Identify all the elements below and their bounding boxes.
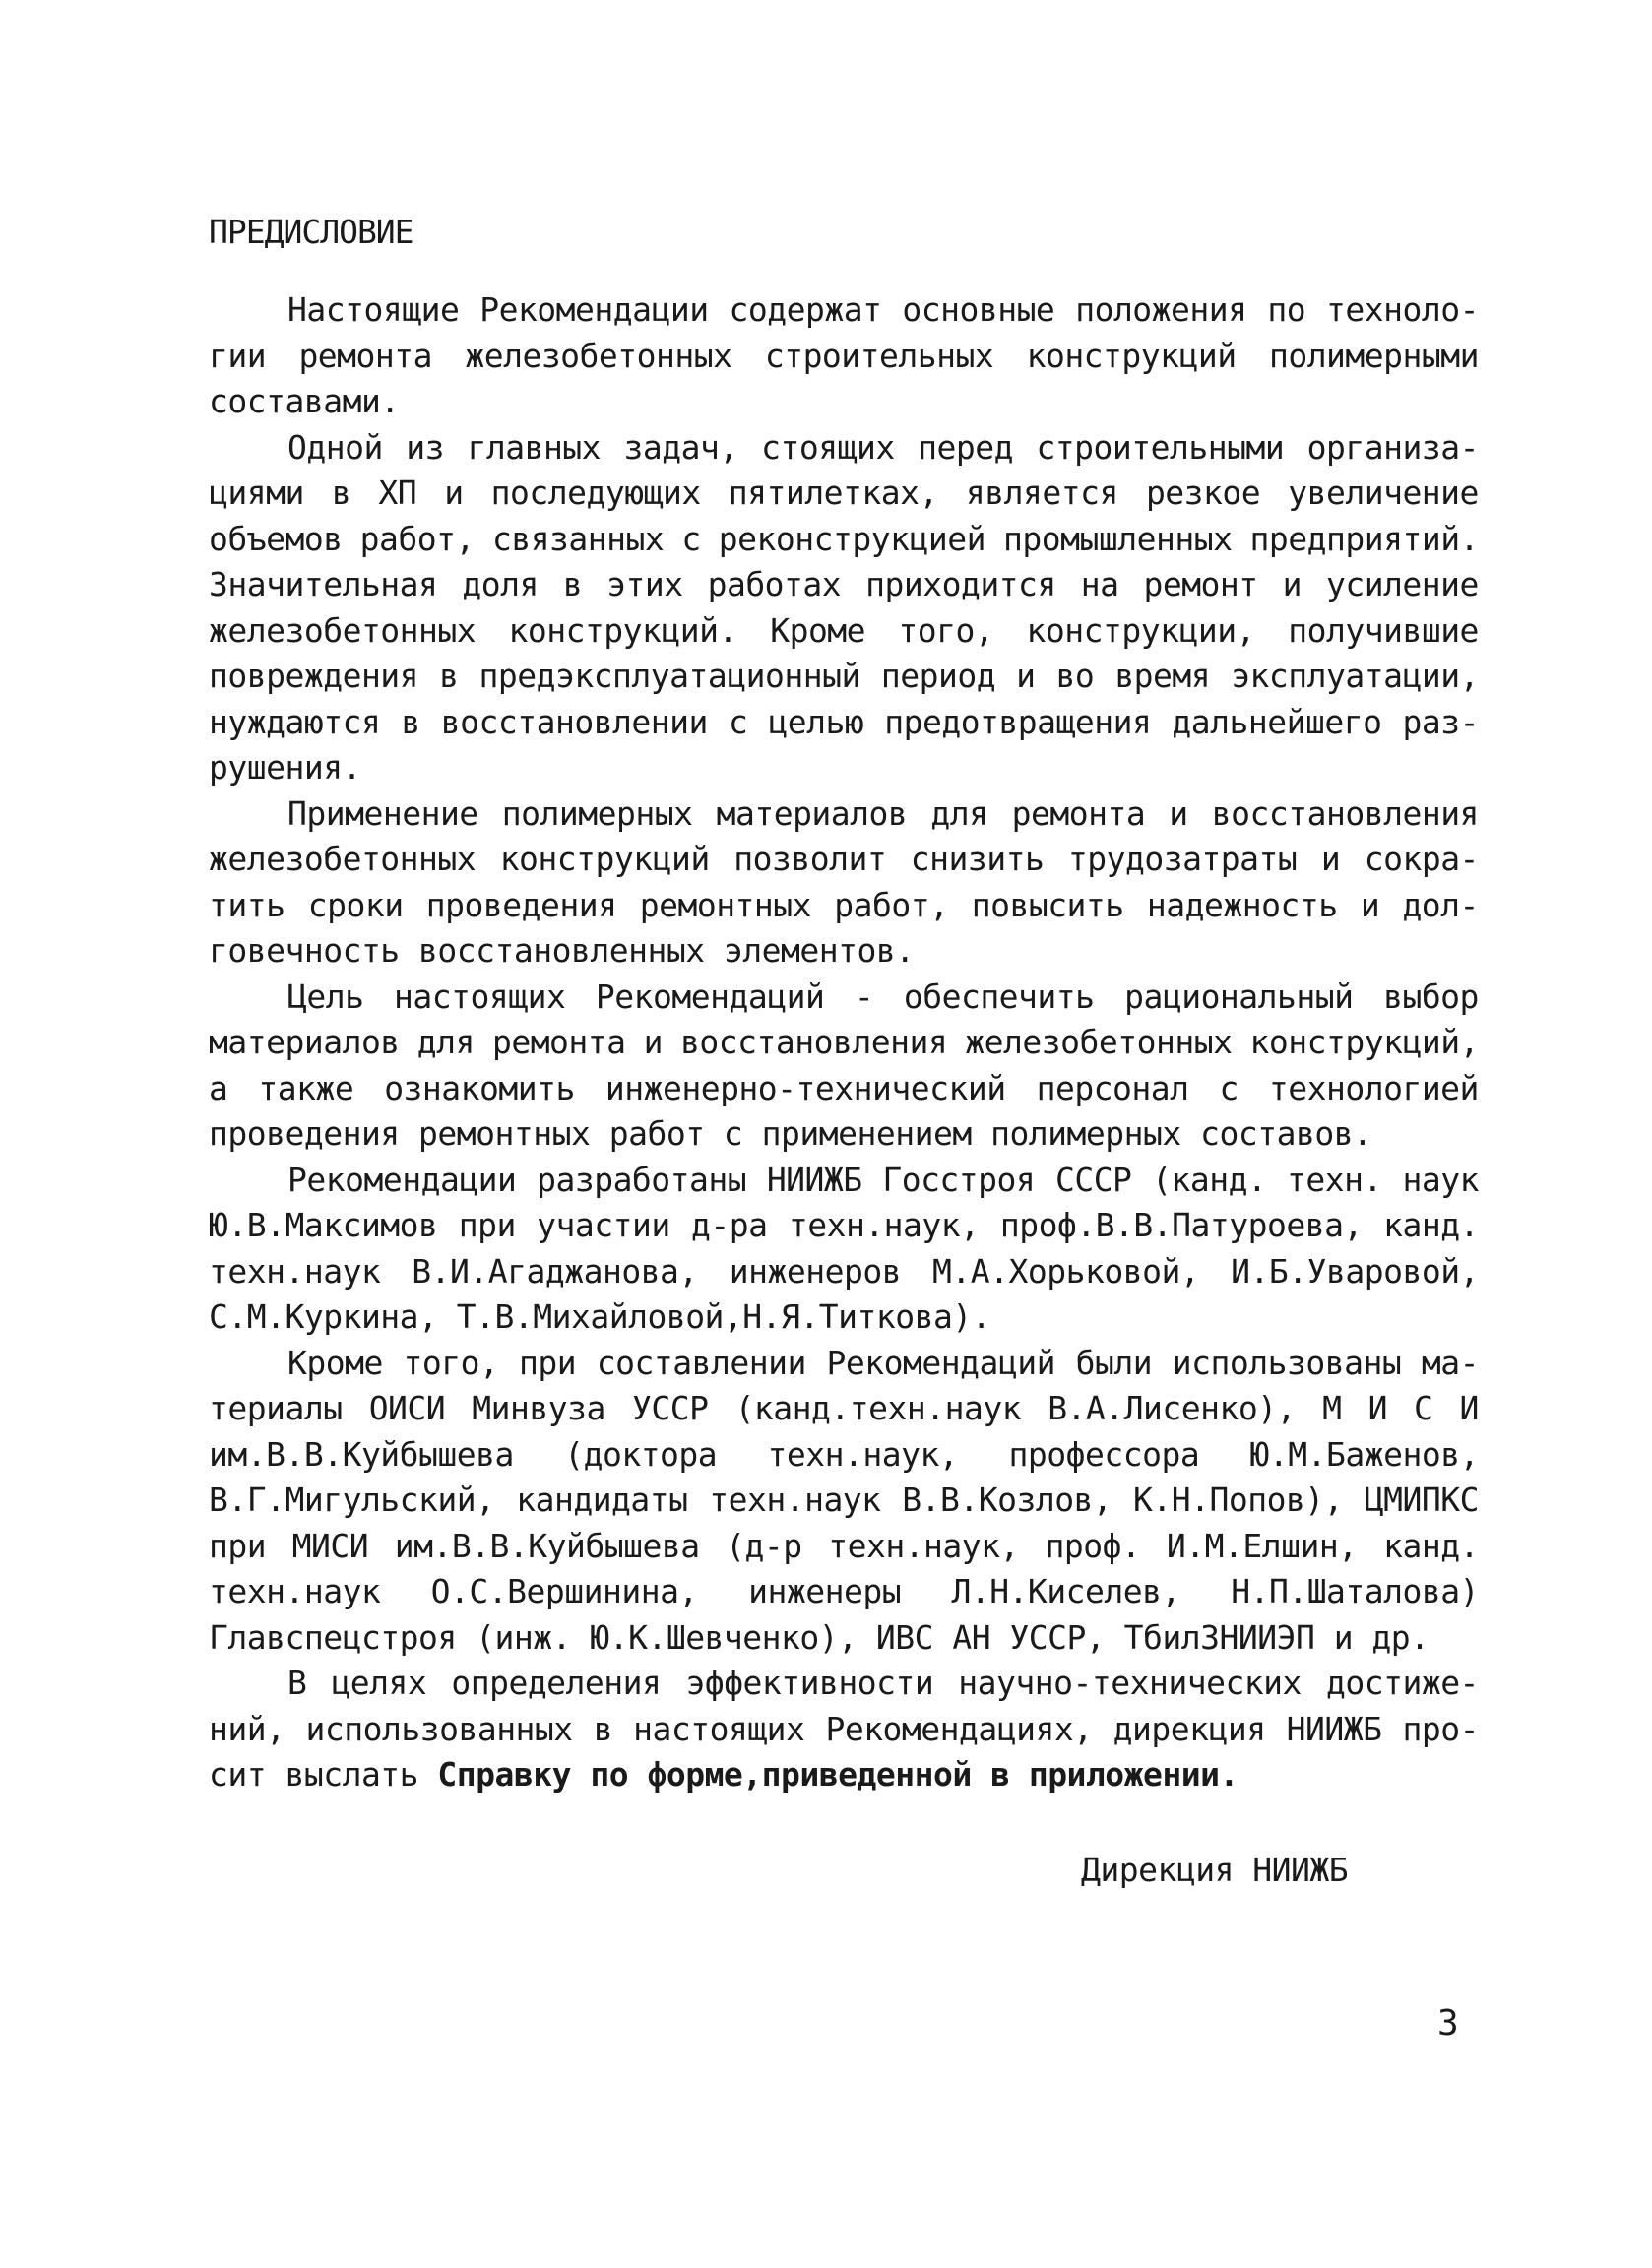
text-line: ний, использованных в настоящих Рекомендациях, дирекция НИИЖБ про- <box>209 1709 1479 1748</box>
text-line: Значительная доля в этих работах приходится на ремонт и усиление <box>209 565 1479 603</box>
text-line: рушения. <box>209 748 361 787</box>
text-line: Главспецстроя (инж. Ю.К.Шевченко), ИВС АН УССР, ТбилЗНИИЭП и др. <box>209 1617 1430 1657</box>
paragraph <box>209 975 1479 1158</box>
text-line: Цель настоящих Рекомендаций - обеспечить рациональный выбор <box>287 976 1479 1016</box>
text-line: Одной из главных задач, стоящих перед строительными организа- <box>287 427 1479 467</box>
text-line: В.Г.Мигульский, кандидаты техн.наук В.В.Козлов, К.Н.Попов), ЦМИПКС <box>209 1480 1479 1519</box>
text-line: тить сроки проведения ремонтных работ, повысить надежность и дол- <box>209 885 1479 924</box>
text-line: териалы ОИСИ Минвуза УССР (канд.техн.наук В.А.Лисенко), М И С И <box>209 1389 1479 1427</box>
text-segment: сит выслать <box>209 1755 438 1794</box>
text-line: нуждаются в восстановлении с целью предотвращения дальнейшего раз- <box>209 702 1479 741</box>
text-line: гии ремонта железобетонных строительных конструкций полимерными <box>209 336 1479 375</box>
text-line: при МИСИ им.В.В.Куйбышева (д-р техн.наук, проф. И.М.Елшин, канд. <box>209 1526 1479 1565</box>
paragraph <box>209 1158 1479 1341</box>
text-line: говечность восстановленных элементов. <box>209 931 915 970</box>
text-line: составами. <box>209 382 400 420</box>
text-line: С.М.Куркина, Т.В.Михайловой,Н.Я.Титкова). <box>209 1297 991 1336</box>
text-line: им.В.В.Куйбышева (доктора техн.наук, профессора Ю.М.Баженов, <box>209 1434 1479 1474</box>
text-line: Применение полимерных материалов для ремонта и восстановления <box>287 793 1479 833</box>
paragraph <box>209 425 1479 791</box>
text-line: Кроме того, при составлении Рекомендаций были использованы ма- <box>287 1343 1479 1382</box>
page-number: 3 <box>1437 2003 1459 2044</box>
text-line: материалов для ремонта и восстановления железобетонных конструкций, <box>209 1023 1479 1061</box>
paragraph <box>209 791 1479 975</box>
signature: Дирекция НИИЖБ <box>1081 1851 1349 1889</box>
text-line: проведения ремонтных работ с применением полимерных составов. <box>209 1114 1372 1153</box>
text-line: железобетонных конструкций. Кроме того, конструкции, получившие <box>209 610 1479 650</box>
paragraph <box>209 1341 1479 1662</box>
text-line: Ю.В.Максимов при участии д-ра техн.наук, проф.В.В.Патуроева, канд. <box>209 1206 1479 1244</box>
paragraph <box>209 1661 1479 1798</box>
text-line: объемов работ, связанных с реконструкцией промышленных предприятий. <box>209 519 1479 558</box>
text-line: техн.наук О.С.Вершинина, инженеры Л.Н.Киселев, Н.П.Шаталова) <box>209 1572 1479 1610</box>
text-line: а также ознакомить инженерно-технический персонал с технологией <box>209 1068 1479 1107</box>
text-line: циями в ХП и последующих пятилетках, является резкое увеличение <box>209 473 1479 512</box>
text-line <box>209 1752 1479 1798</box>
text-line: железобетонных конструкций позволит снизить трудозатраты и сокра- <box>209 840 1479 878</box>
bold-text-segment: Справку по форме,приведенной в приложении. <box>437 1755 1239 1794</box>
text-line: повреждения в предэксплуатационный период и во время эксплуатации, <box>209 657 1479 695</box>
page-title: ПРЕДИСЛОВИЕ <box>209 213 413 251</box>
paragraph <box>209 287 1479 425</box>
text-line: Рекомендации разработаны НИИЖБ Госстроя СССР (канд. техн. наук <box>287 1160 1479 1199</box>
text-line: техн.наук В.И.Агаджанова, инженеров М.А.Хорьковой, И.Б.Уваровой, <box>209 1251 1479 1291</box>
text-line: В целях определения эффективности научно-технических достиже- <box>287 1664 1479 1702</box>
document-body <box>209 287 1479 1798</box>
text-line: Настоящие Рекомендации содержат основные положения по техноло- <box>287 290 1479 329</box>
